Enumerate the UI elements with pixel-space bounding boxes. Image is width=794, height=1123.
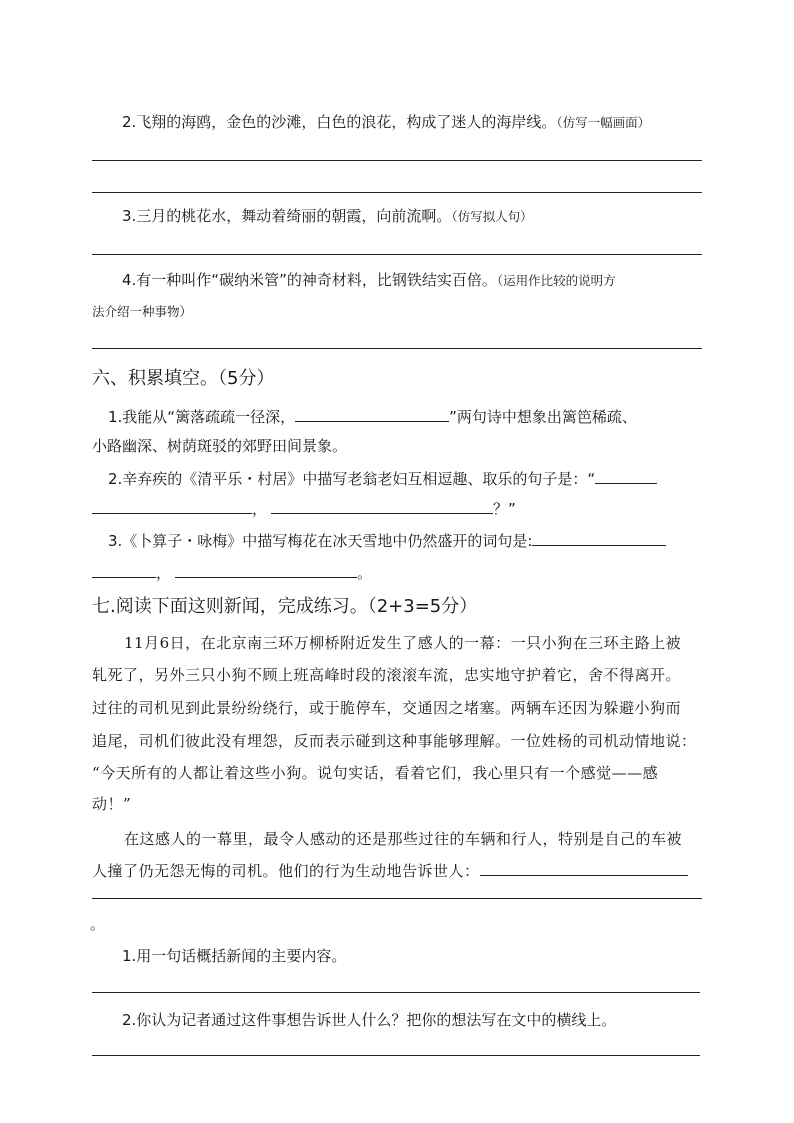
answer-line[interactable]	[92, 254, 702, 255]
question-7-2: 2.你认为记者通过这件事想告诉世人什么？把你的想法写在文中的横线上。	[122, 1011, 617, 1029]
fill-blank[interactable]	[271, 498, 493, 514]
period-mark: 。	[90, 915, 106, 933]
passage-line: 11月6日，在北京南三环万柳桥附近发生了感人的一幕：一只小狗在三环主路上被	[124, 634, 682, 652]
question-5-3	[122, 206, 533, 227]
question-7-1: 1.用一句话概括新闻的主要内容。	[122, 947, 347, 965]
passage-line: 在这感人的一幕里，最令人感动的还是那些过往的车辆和行人，特别是自己的车被	[124, 830, 683, 848]
answer-line[interactable]	[92, 348, 702, 349]
fill-blank[interactable]	[480, 860, 688, 876]
answer-line[interactable]	[92, 992, 700, 993]
question-text: 3.三月的桃花水，舞动着绮丽的朝霞，向前流啊。	[122, 207, 452, 225]
question-5-2	[122, 112, 650, 133]
passage-line	[92, 860, 688, 881]
question-6-3-cont	[92, 562, 372, 583]
answer-line[interactable]	[92, 160, 702, 161]
question-5-4	[122, 270, 616, 291]
question-6-2	[108, 468, 657, 489]
passage-line: 过往的司机见到此景纷纷绕行，或于脆停车，交通因之堵塞。两辆车还因为躲避小狗而	[92, 699, 682, 717]
answer-line[interactable]	[92, 898, 702, 899]
question-note: （运用作比较的说明方	[496, 273, 616, 288]
question-text: 4.有一种叫作“碳纳米管”的神奇材料，比钢铁结实百倍。	[122, 271, 497, 289]
question-6-2-cont	[92, 498, 516, 519]
question-text: 。	[357, 564, 373, 582]
passage-line: 轧死了，另外三只小狗不顾上班高峰时段的滚滚车流，忠实地守护着它，舍不得离开。	[92, 666, 682, 684]
question-text: 3.《卜算子・咏梅》中描写梅花在冰天雪地中仍然盛开的词句是:	[108, 532, 533, 550]
question-note: （仿写拟人句）	[451, 209, 533, 224]
question-text: ，	[156, 564, 172, 582]
section-heading-7: 七.阅读下面这则新闻，完成练习。（2+3=5分）	[92, 596, 478, 617]
question-note-cont: 法介绍一种事物）	[92, 304, 193, 319]
question-text: 2.飞翔的海鸥，金色的沙滩，白色的浪花，构成了迷人的海岸线。	[122, 113, 557, 131]
fill-blank[interactable]	[295, 406, 449, 422]
question-6-3	[108, 530, 666, 551]
question-6-1-cont: 小路幽深、树荫斑驳的郊野田间景象。	[92, 437, 348, 455]
fill-blank[interactable]	[175, 562, 357, 578]
passage-line: 追尾，司机们彼此没有埋怨，反而表示碰到这种事能够理解。一位姓杨的司机动情地说：	[92, 732, 697, 750]
fill-blank[interactable]	[92, 562, 156, 578]
passage-line: 动！”	[92, 795, 132, 813]
question-text: ，	[252, 500, 268, 518]
question-6-1	[108, 406, 637, 427]
question-text: 1.我能从“篱落疏疏一径深，	[108, 408, 296, 426]
fill-blank[interactable]	[595, 468, 657, 484]
question-note: （仿写一幅画面）	[556, 115, 651, 130]
answer-line[interactable]	[92, 192, 702, 193]
fill-blank[interactable]	[532, 530, 666, 546]
passage-text: 人撞了仍无怨无悔的司机。他们的行为生动地告诉世人：	[92, 862, 480, 880]
fill-blank[interactable]	[92, 498, 252, 514]
section-heading-6: 六、积累填空。（5分）	[92, 368, 275, 389]
question-text: ”两句诗中想象出篱笆稀疏、	[449, 408, 637, 426]
passage-line: “今天所有的人都让着这些小狗。说句实话，看着它们，我心里只有一个感觉——感	[92, 764, 659, 782]
question-text: 2.辛弃疾的《清平乐・村居》中描写老翁老妇互相逗趣、取乐的句子是：“	[108, 470, 596, 488]
answer-line[interactable]	[92, 1055, 700, 1056]
question-text: ？”	[493, 500, 516, 518]
